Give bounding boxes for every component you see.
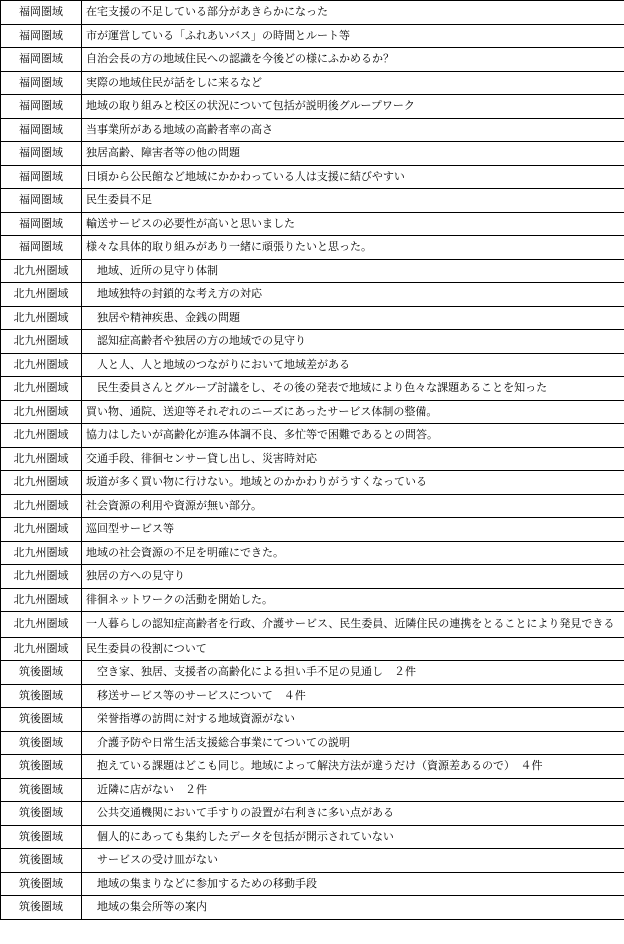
table-row xyxy=(1,377,624,401)
comment-cell: 地域の集会所等の案内 xyxy=(82,896,624,920)
table-row xyxy=(1,518,624,542)
region-cell: 北九州圏域 xyxy=(1,588,82,612)
table-row xyxy=(1,424,624,448)
table-row xyxy=(1,849,624,873)
comment-cell: 民生委員さんとグループ討議をし、その後の発表で地域により色々な課題あることを知った xyxy=(82,377,624,401)
comment-cell: 実際の地域住民が話をしに来るなど xyxy=(82,71,624,95)
comments-table-body xyxy=(1,1,624,920)
table-row xyxy=(1,684,624,708)
region-cell: 北九州圏域 xyxy=(1,447,82,471)
table-row xyxy=(1,24,624,48)
comment-cell: 介護予防や日常生活支援総合事業にてついての説明 xyxy=(82,731,624,755)
table-row xyxy=(1,778,624,802)
comment-cell: 認知症高齢者や独居の方の地域での見守り xyxy=(82,330,624,354)
table-row xyxy=(1,118,624,142)
region-cell: 北九州圏域 xyxy=(1,637,82,661)
region-cell: 筑後圏域 xyxy=(1,661,82,685)
region-cell: 筑後圏域 xyxy=(1,802,82,826)
comment-cell: 地域の社会資源の不足を明確にできた。 xyxy=(82,541,624,565)
table-row xyxy=(1,755,624,779)
table-row xyxy=(1,802,624,826)
table-row xyxy=(1,588,624,612)
comment-cell: 民生委員不足 xyxy=(82,189,624,213)
comment-cell: 交通手段、徘徊センサー貸し出し、災害時対応 xyxy=(82,447,624,471)
table-row xyxy=(1,494,624,518)
comment-cell: 日頃から公民館など地域にかかわっている人は支援に結びやすい xyxy=(82,165,624,189)
region-cell: 筑後圏域 xyxy=(1,708,82,732)
region-cell: 筑後圏域 xyxy=(1,825,82,849)
comment-cell: 市が運営している「ふれあいバス」の時間とルート等 xyxy=(82,24,624,48)
table-row xyxy=(1,661,624,685)
region-cell: 筑後圏域 xyxy=(1,872,82,896)
table-row xyxy=(1,708,624,732)
comment-cell: 輸送サービスの必要性が高いと思いました xyxy=(82,212,624,236)
comment-cell: 在宅支援の不足している部分があきらかになった xyxy=(82,1,624,25)
table-row xyxy=(1,283,624,307)
region-cell: 筑後圏域 xyxy=(1,778,82,802)
comment-cell: 地域、近所の見守り体制 xyxy=(82,259,624,283)
region-cell: 福岡圏域 xyxy=(1,48,82,72)
table-row xyxy=(1,825,624,849)
region-cell: 北九州圏域 xyxy=(1,565,82,589)
region-cell: 北九州圏域 xyxy=(1,330,82,354)
table-row xyxy=(1,637,624,661)
comment-cell: 民生委員の役割について xyxy=(82,637,624,661)
region-cell: 筑後圏域 xyxy=(1,755,82,779)
comment-cell: 当事業所がある地域の高齢者率の高さ xyxy=(82,118,624,142)
region-cell: 筑後圏域 xyxy=(1,849,82,873)
comment-cell: 地域の取り組みと校区の状況について包括が説明後グループワーク xyxy=(82,95,624,119)
region-cell: 筑後圏域 xyxy=(1,896,82,920)
comment-cell: 買い物、通院、送迎等それぞれのニーズにあったサービス体制の整備。 xyxy=(82,400,624,424)
table-row xyxy=(1,353,624,377)
comment-cell: 独居高齢、障害者等の他の問題 xyxy=(82,142,624,166)
comment-cell: 一人暮らしの認知症高齢者を行政、介護サービス、民生委員、近隣住民の連携をとることにより発見できる xyxy=(82,612,624,638)
region-cell: 北九州圏域 xyxy=(1,518,82,542)
region-cell: 筑後圏域 xyxy=(1,684,82,708)
table-row xyxy=(1,48,624,72)
region-cell: 北九州圏域 xyxy=(1,306,82,330)
table-row xyxy=(1,236,624,260)
table-row xyxy=(1,896,624,920)
comment-cell: サービスの受け皿がない xyxy=(82,849,624,873)
region-cell: 福岡圏域 xyxy=(1,142,82,166)
comment-cell: 社会資源の利用や資源が無い部分。 xyxy=(82,494,624,518)
table-row xyxy=(1,400,624,424)
region-cell: 福岡圏域 xyxy=(1,165,82,189)
comment-cell: 巡回型サービス等 xyxy=(82,518,624,542)
table-row xyxy=(1,872,624,896)
region-cell: 福岡圏域 xyxy=(1,236,82,260)
table-row xyxy=(1,330,624,354)
region-cell: 福岡圏域 xyxy=(1,189,82,213)
table-row xyxy=(1,447,624,471)
comment-cell: 地域独特の封鎖的な考え方の対応 xyxy=(82,283,624,307)
comment-cell: 移送サービス等のサービスについて ４件 xyxy=(82,684,624,708)
region-cell: 北九州圏域 xyxy=(1,471,82,495)
table-row xyxy=(1,306,624,330)
table-row xyxy=(1,1,624,25)
comment-cell: 様々な具体的取り組みがあり一緒に頑張りたいと思った。 xyxy=(82,236,624,260)
comment-cell: 空き家、独居、支援者の高齢化による担い手不足の見通し ２件 xyxy=(82,661,624,685)
region-cell: 北九州圏域 xyxy=(1,400,82,424)
region-cell: 福岡圏域 xyxy=(1,95,82,119)
region-cell: 北九州圏域 xyxy=(1,259,82,283)
table-row xyxy=(1,71,624,95)
table-row xyxy=(1,142,624,166)
region-cell: 筑後圏域 xyxy=(1,731,82,755)
table-row xyxy=(1,95,624,119)
region-cell: 福岡圏域 xyxy=(1,212,82,236)
region-cell: 福岡圏域 xyxy=(1,24,82,48)
table-row xyxy=(1,189,624,213)
region-cell: 北九州圏域 xyxy=(1,424,82,448)
region-cell: 北九州圏域 xyxy=(1,353,82,377)
table-row xyxy=(1,612,624,638)
region-cell: 北九州圏域 xyxy=(1,612,82,638)
comment-cell: 人と人、人と地域のつながりにおいて地域差がある xyxy=(82,353,624,377)
region-cell: 北九州圏域 xyxy=(1,377,82,401)
comment-cell: 坂道が多く買い物に行けない。地域とのかかわりがうすくなっている xyxy=(82,471,624,495)
region-cell: 北九州圏域 xyxy=(1,494,82,518)
table-row xyxy=(1,212,624,236)
comment-cell: 協力はしたいが高齢化が進み体調不良、多忙等で困難であるとの問答。 xyxy=(82,424,624,448)
table-row xyxy=(1,731,624,755)
comment-cell: 自治会長の方の地域住民への認識を今後どの様にふかめるか？ xyxy=(82,48,624,72)
region-cell: 北九州圏域 xyxy=(1,283,82,307)
region-cell: 北九州圏域 xyxy=(1,541,82,565)
comment-cell: 個人的にあっても集約したデータを包括が開示されていない xyxy=(82,825,624,849)
comment-cell: 地域の集まりなどに参加するための移動手段 xyxy=(82,872,624,896)
comment-cell: 近隣に店がない ２件 xyxy=(82,778,624,802)
comment-cell: 栄誉指導の訪問に対する地域資源がない xyxy=(82,708,624,732)
comment-cell: 公共交通機関において手すりの設置が右利きに多い点がある xyxy=(82,802,624,826)
comment-cell: 徘徊ネットワークの活動を開始した。 xyxy=(82,588,624,612)
table-row xyxy=(1,565,624,589)
comment-cell: 抱えている課題はどこも同じ。地域によって解決方法が違うだけ（資源差あるので） ４件 xyxy=(82,755,624,779)
table-row xyxy=(1,165,624,189)
comment-cell: 独居の方への見守り xyxy=(82,565,624,589)
table-row xyxy=(1,471,624,495)
table-row xyxy=(1,541,624,565)
comment-cell: 独居や精神疾患、金銭の問題 xyxy=(82,306,624,330)
region-cell: 福岡圏域 xyxy=(1,1,82,25)
table-row xyxy=(1,259,624,283)
region-cell: 福岡圏域 xyxy=(1,118,82,142)
region-cell: 福岡圏域 xyxy=(1,71,82,95)
